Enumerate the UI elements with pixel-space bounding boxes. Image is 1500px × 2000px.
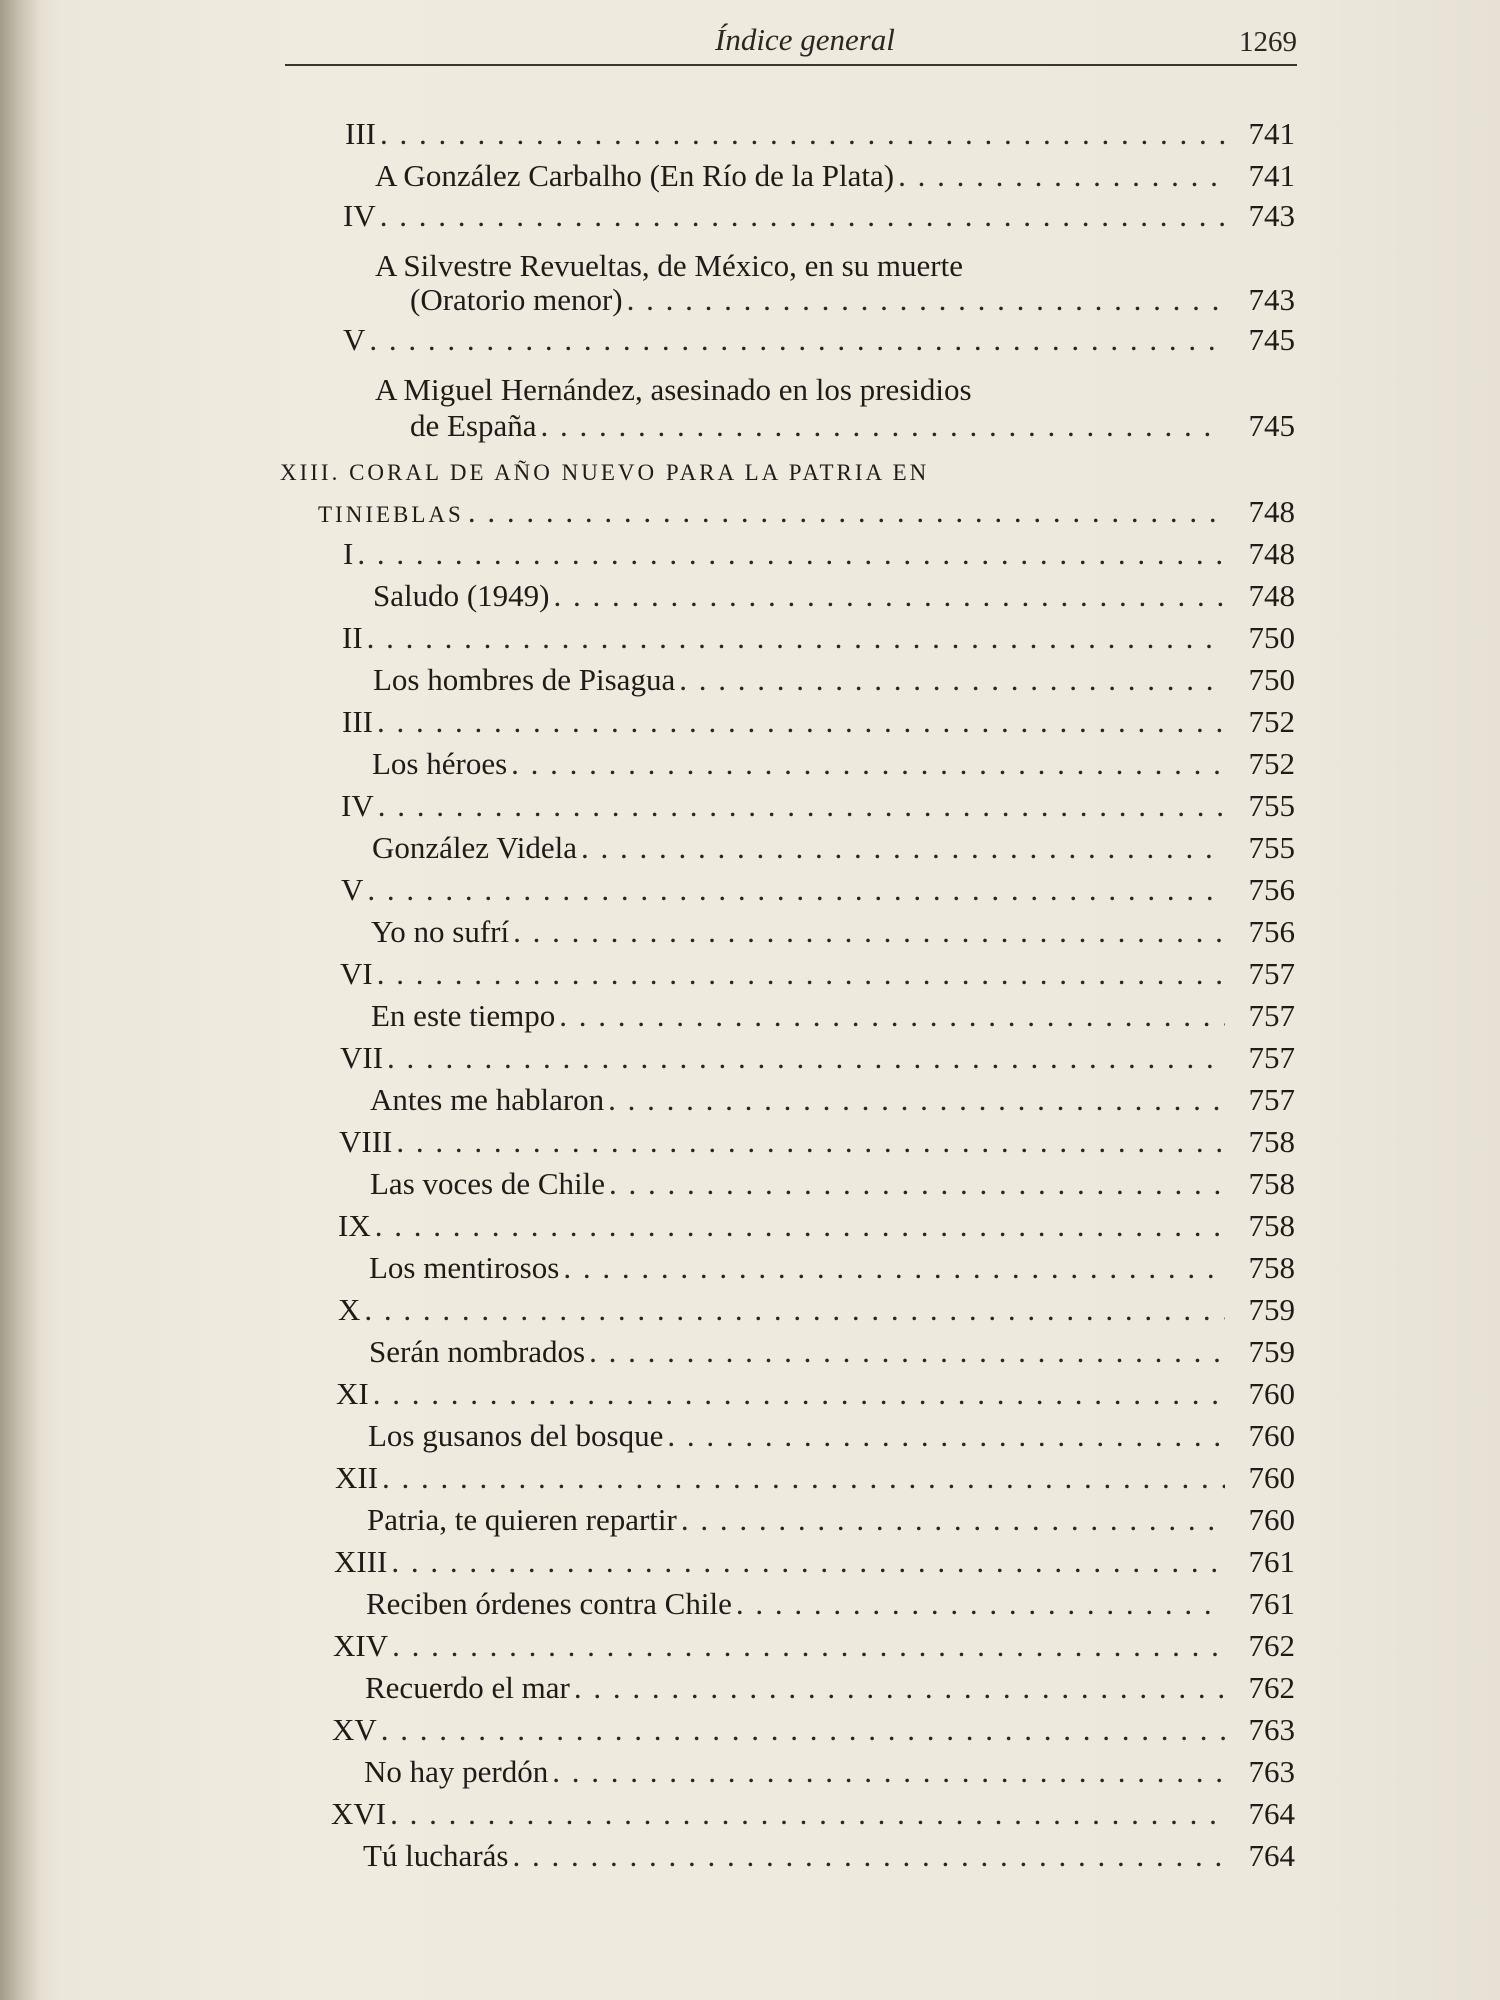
entry-page: 759 (1248, 1292, 1295, 1327)
toc-entry (375, 158, 1295, 194)
dot-leader (605, 1166, 1225, 1202)
toc-entry (338, 1208, 1295, 1244)
entry-title: XII (335, 1460, 379, 1495)
toc-entry (341, 872, 1295, 908)
entry-title: VIII (339, 1124, 393, 1159)
entry-title: Las voces de Chile (370, 1166, 606, 1201)
entry-title: Los gusanos del bosque (368, 1418, 664, 1453)
dot-leader (363, 620, 1225, 656)
dot-leader (376, 198, 1225, 234)
entry-title: Antes me hablaron (370, 1082, 605, 1117)
toc-entry (341, 788, 1295, 824)
dot-leader (585, 1334, 1225, 1370)
entry-page: 755 (1248, 788, 1295, 823)
page-number: 1269 (1239, 26, 1297, 58)
dot-leader (548, 1754, 1225, 1790)
toc-entry (338, 1292, 1295, 1328)
entry-page: 761 (1248, 1586, 1295, 1621)
entry-page: 741 (1248, 116, 1295, 151)
entry-title: Reciben órdenes contra Chile (366, 1586, 732, 1621)
running-title: Índice general (715, 22, 895, 57)
dot-leader (732, 1586, 1225, 1622)
toc-entry (339, 1124, 1295, 1160)
dot-leader (577, 830, 1225, 866)
toc-entry (334, 1544, 1295, 1580)
entry-page: 761 (1248, 1544, 1295, 1579)
dot-leader (388, 1628, 1225, 1664)
toc-entry (343, 536, 1295, 572)
entry-title: XV (332, 1712, 377, 1747)
toc-entry (343, 322, 1295, 358)
entry-page: 762 (1248, 1670, 1295, 1705)
toc-entry (372, 746, 1295, 782)
dot-leader (371, 1208, 1225, 1244)
entry-title-line1: A Silvestre Revueltas, de México, en su muerte (375, 248, 964, 283)
toc-entry (340, 956, 1295, 992)
dot-leader (369, 1376, 1225, 1412)
entry-page: 762 (1248, 1628, 1295, 1663)
entry-title: V (343, 322, 366, 357)
dot-leader (663, 1418, 1225, 1454)
entry-title: IV (343, 198, 376, 233)
toc-entry (343, 198, 1295, 234)
entry-title: No hay perdón (364, 1754, 549, 1789)
entry-title: XIII (334, 1544, 388, 1579)
dot-leader (675, 662, 1225, 698)
toc-entry (336, 1376, 1295, 1412)
dot-leader (360, 1292, 1225, 1328)
entry-page: 752 (1248, 704, 1295, 739)
toc-entry (371, 998, 1295, 1034)
dot-leader (374, 788, 1225, 824)
entry-title: Serán nombrados (369, 1334, 586, 1369)
entry-page: 760 (1248, 1376, 1295, 1411)
dot-leader (604, 1082, 1225, 1118)
toc-entry (342, 704, 1295, 740)
dot-leader (373, 704, 1225, 740)
dot-leader (550, 578, 1225, 614)
entry-page: 756 (1248, 914, 1295, 949)
entry-page: 763 (1248, 1712, 1295, 1747)
entry-title: Yo no sufrí (371, 914, 510, 949)
toc-entry (371, 914, 1295, 950)
entry-page: 764 (1248, 1838, 1295, 1873)
toc-entry (364, 1754, 1295, 1790)
toc-entry (363, 1838, 1295, 1874)
dot-leader (507, 746, 1225, 782)
dot-leader (570, 1670, 1225, 1706)
dot-leader (376, 116, 1225, 152)
entry-page: 758 (1248, 1166, 1295, 1201)
entry-page: 760 (1248, 1502, 1295, 1537)
entry-title: X (338, 1292, 361, 1327)
entry-title: Recuerdo el mar (365, 1670, 570, 1705)
toc-entry (367, 1502, 1295, 1538)
dot-leader (365, 322, 1225, 358)
entry-page: 756 (1248, 872, 1295, 907)
entry-page: 758 (1248, 1124, 1295, 1159)
entry-page: 745 (1248, 408, 1295, 443)
dot-leader (387, 1544, 1225, 1580)
toc-entry (373, 662, 1295, 698)
dot-leader (537, 408, 1225, 444)
entry-page: 757 (1248, 998, 1295, 1033)
section-heading: TINIEBLAS (318, 502, 464, 527)
toc-entry (365, 1670, 1295, 1706)
entry-title: V (341, 872, 364, 907)
entry-title: González Videla (372, 830, 577, 865)
dot-leader (509, 914, 1225, 950)
entry-page: 748 (1248, 578, 1295, 613)
dot-leader (383, 1040, 1225, 1076)
entry-page: 743 (1248, 282, 1295, 317)
entry-page: 755 (1248, 830, 1295, 865)
entry-page: 757 (1248, 956, 1295, 991)
entry-page: 752 (1248, 746, 1295, 781)
entry-title: Los mentirosos (369, 1250, 560, 1285)
toc-entry (370, 1166, 1295, 1202)
toc-entry (410, 282, 1295, 318)
toc-entry (331, 1796, 1295, 1832)
entry-title: I (343, 536, 354, 571)
entry-title: XIV (333, 1628, 389, 1663)
dot-leader (386, 1796, 1225, 1832)
entry-title: IV (341, 788, 374, 823)
dot-leader (464, 494, 1225, 530)
entry-page: 757 (1248, 1082, 1295, 1117)
entry-page: 760 (1248, 1460, 1295, 1495)
dot-leader (555, 998, 1225, 1034)
section-heading-line1: XIII. CORAL DE AÑO NUEVO PARA LA PATRIA EN (280, 460, 930, 485)
dot-leader (353, 536, 1225, 572)
entry-title: (Oratorio menor) (410, 282, 623, 317)
dot-leader (894, 158, 1225, 194)
entry-page: 750 (1248, 662, 1295, 697)
dot-leader (373, 956, 1225, 992)
dot-leader (363, 872, 1225, 908)
entry-page: 758 (1248, 1250, 1295, 1285)
entry-page: 764 (1248, 1796, 1295, 1831)
entry-page: 748 (1248, 494, 1295, 529)
entry-title: XVI (331, 1796, 387, 1831)
entry-title: de España (410, 408, 537, 443)
entry-title-line1: A Miguel Hernández, asesinado en los presidios (375, 372, 972, 407)
entry-page: 748 (1248, 536, 1295, 571)
entry-title: Los héroes (372, 746, 508, 781)
entry-page: 757 (1248, 1040, 1295, 1075)
dot-leader (677, 1502, 1225, 1538)
dot-leader (392, 1124, 1225, 1160)
toc-entry-section (318, 494, 1295, 533)
entry-page: 760 (1248, 1418, 1295, 1453)
entry-title: XI (336, 1376, 369, 1411)
dot-leader (377, 1712, 1225, 1748)
entry-page: 758 (1248, 1208, 1295, 1243)
entry-title: En este tiempo (371, 998, 556, 1033)
dot-leader (623, 282, 1225, 318)
dot-leader (378, 1460, 1225, 1496)
entry-title: Tú lucharás (363, 1838, 509, 1873)
toc-entry (342, 620, 1295, 656)
toc-entry (345, 116, 1295, 152)
entry-page: 763 (1248, 1754, 1295, 1789)
entry-title: III (342, 704, 373, 739)
toc-entry (335, 1460, 1295, 1496)
entry-title: A González Carbalho (En Río de la Plata) (375, 158, 895, 193)
toc-entry (372, 830, 1295, 866)
entry-page: 750 (1248, 620, 1295, 655)
entry-title: III (345, 116, 376, 151)
toc-entry (340, 1040, 1295, 1076)
toc-entry (373, 578, 1295, 614)
toc-entry (368, 1418, 1295, 1454)
entry-title: Patria, te quieren repartir (367, 1502, 677, 1537)
entry-page: 743 (1248, 198, 1295, 233)
entry-page: 741 (1248, 158, 1295, 193)
entry-title: Saludo (1949) (373, 578, 550, 613)
entry-title: II (342, 620, 363, 655)
toc-entry (369, 1250, 1295, 1286)
entry-title: IX (338, 1208, 371, 1243)
dot-leader (508, 1838, 1225, 1874)
toc-entry (369, 1334, 1295, 1370)
entry-page: 759 (1248, 1334, 1295, 1369)
toc-entry (332, 1712, 1295, 1748)
entry-title: VI (340, 956, 373, 991)
toc-entry (333, 1628, 1295, 1664)
entry-title: VII (340, 1040, 384, 1075)
toc-entry (410, 408, 1295, 444)
entry-title: Los hombres de Pisagua (373, 662, 676, 697)
toc-entry (366, 1586, 1295, 1622)
entry-page: 745 (1248, 322, 1295, 357)
toc-entry (370, 1082, 1295, 1118)
dot-leader (559, 1250, 1225, 1286)
